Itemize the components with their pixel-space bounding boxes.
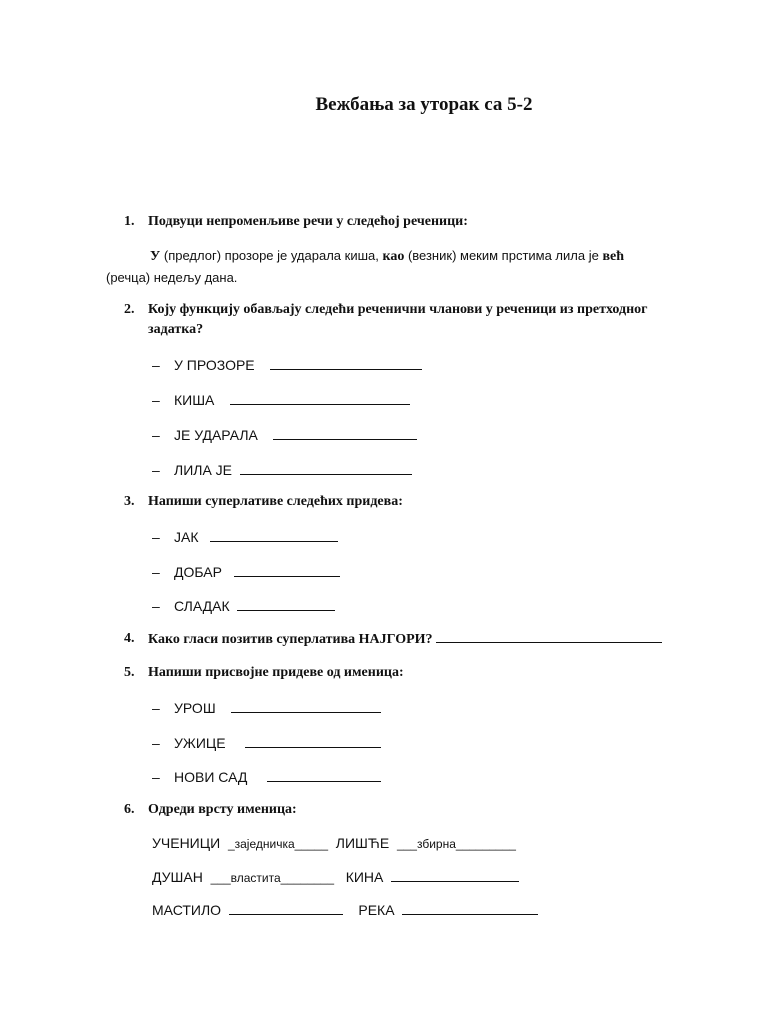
q3-item: – СЛАДАК bbox=[152, 596, 335, 615]
q6-row bbox=[152, 867, 519, 887]
q6-row bbox=[152, 900, 538, 919]
answer-line[interactable] bbox=[230, 390, 410, 405]
q1-word-u: У bbox=[150, 249, 161, 264]
answer-line[interactable] bbox=[273, 425, 417, 440]
q2-item: – ЛИЛА ЈЕ bbox=[152, 460, 412, 479]
q6-text: Одреди врсту именица: bbox=[148, 802, 297, 817]
noun-word: ДУШАН bbox=[152, 869, 203, 885]
noun-word: ЛИШЋЕ bbox=[335, 835, 390, 851]
q2-item: – У ПРОЗОРЕ bbox=[152, 355, 422, 374]
q1-word-vec: већ bbox=[602, 249, 625, 264]
answer-line[interactable] bbox=[210, 527, 338, 542]
q6-row bbox=[152, 834, 516, 853]
answer-line[interactable] bbox=[436, 629, 662, 643]
q1-number: 1. bbox=[124, 214, 135, 229]
page-title: Вежбања за уторак са 5-2 bbox=[315, 94, 533, 115]
q4-text: Како гласи позитив суперлатива НАЈГОРИ? bbox=[148, 629, 662, 650]
q2-number: 2. bbox=[124, 302, 135, 317]
answer-line[interactable] bbox=[229, 900, 343, 915]
answer-line[interactable] bbox=[237, 596, 335, 611]
q3-item: – ДОБАР bbox=[152, 562, 340, 581]
noun-word: УЧЕНИЦИ bbox=[152, 835, 221, 851]
q5-item: – НОВИ САД bbox=[152, 767, 381, 786]
q1-text: Подвуци непроменљиве речи у следећој реченици: bbox=[148, 214, 468, 229]
answer-line[interactable] bbox=[231, 698, 381, 713]
noun-answer[interactable]: ___збирна_________ bbox=[396, 837, 516, 851]
answer-line[interactable] bbox=[234, 562, 340, 577]
noun-word: МАСТИЛО bbox=[152, 902, 222, 918]
q5-number: 5. bbox=[124, 665, 135, 680]
q2-item: – КИША bbox=[152, 390, 410, 409]
q2-item: – ЈЕ УДАРАЛА bbox=[152, 425, 417, 444]
q5-item: – УРОШ bbox=[152, 698, 381, 717]
q4-number: 4. bbox=[124, 631, 135, 646]
answer-line[interactable] bbox=[245, 733, 381, 748]
noun-word: КИНА bbox=[345, 869, 384, 885]
answer-line[interactable] bbox=[267, 767, 381, 782]
q1-sentence: У (предлог) прозоре је ударала киша, као (везник) меким прстима лила је већ (речца) недељу дана. bbox=[106, 248, 625, 285]
q3-item: – ЈАК bbox=[152, 527, 338, 546]
q3-text: Напиши суперлативе следећих придева: bbox=[148, 494, 403, 509]
noun-answer[interactable]: ___властита________ bbox=[210, 871, 335, 885]
q6-number: 6. bbox=[124, 802, 135, 817]
answer-line[interactable] bbox=[402, 900, 538, 915]
noun-answer[interactable]: _заједничка_____ bbox=[227, 837, 329, 851]
answer-line[interactable] bbox=[270, 355, 422, 370]
q1-word-kao: као bbox=[382, 249, 405, 264]
q5-text: Напиши присвојне придеве од именица: bbox=[148, 665, 404, 680]
q5-item: – УЖИЦЕ bbox=[152, 733, 381, 752]
q3-number: 3. bbox=[124, 494, 135, 509]
answer-line[interactable] bbox=[391, 867, 519, 882]
noun-word: РЕКА bbox=[358, 902, 395, 918]
answer-line[interactable] bbox=[240, 460, 412, 475]
q2-text: Коју функцију обављају следећи реченични чланови у реченици из претходног задатка? bbox=[148, 302, 648, 337]
